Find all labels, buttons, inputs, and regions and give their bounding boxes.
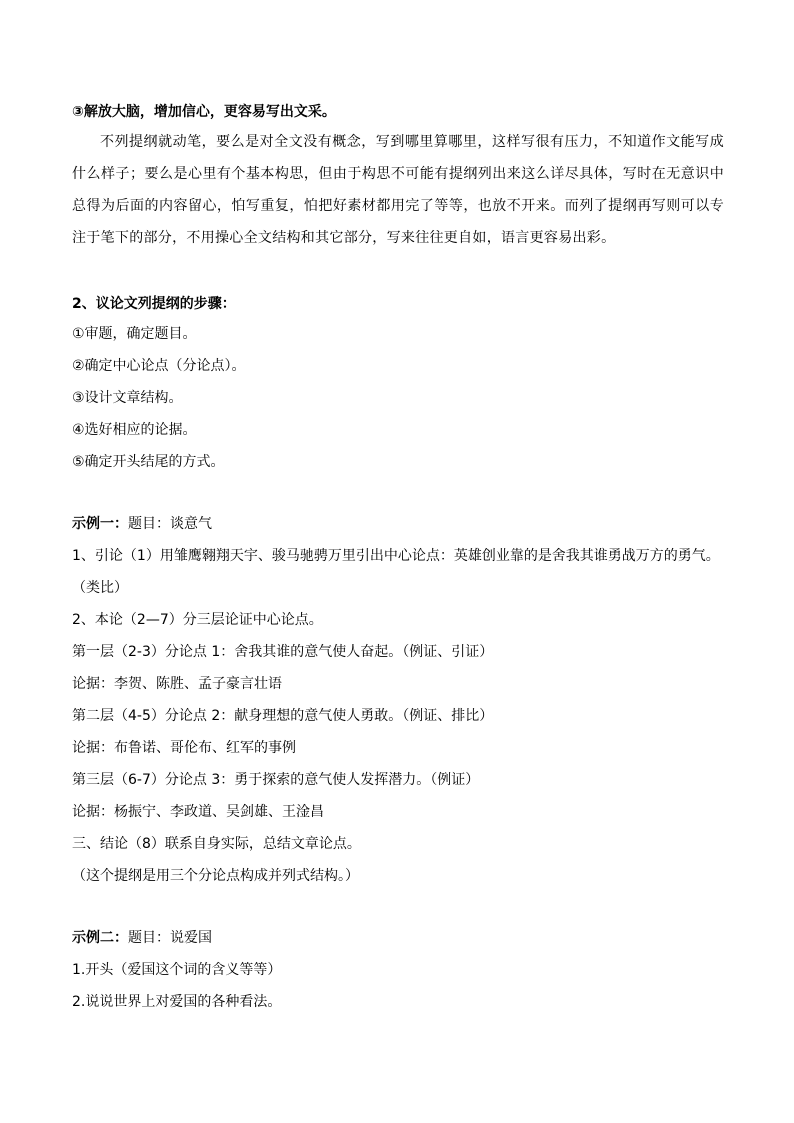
step-item: ①审题，确定题目。 <box>72 326 197 342</box>
example2-line: 2.说说世界上对爱国的各种看法。 <box>72 994 282 1010</box>
example1-line: 1、引论（1）用雏鹰翱翔天宇、骏马驰骋万里引出中心论点：英雄创业靠的是舍我其谁勇战万方的勇气。 <box>72 548 720 564</box>
example1-line: 论据：布鲁诺、哥伦布、红军的事例 <box>72 740 296 756</box>
section1-heading: ③解放大脑，增加信心，更容易写出文采。 <box>72 104 336 120</box>
example2-title: 题目：说爱国 <box>128 930 212 946</box>
step-item: ④选好相应的论据。 <box>72 422 197 438</box>
step-item: ②确定中心论点（分论点）。 <box>72 358 246 374</box>
example1-line: 第二层（4-5）分论点 2：献身理想的意气使人勇敢。（例证、排比） <box>72 708 494 724</box>
step-item: ⑤确定开头结尾的方式。 <box>72 454 225 470</box>
section1-paragraph: 不列提纲就动笔，要么是对全文没有概念，写到哪里算哪里，这样写很有压力，不知道作文能写成什么样子；要么是心里有个基本构思，但由于构思不可能有提纲列出来这么详尽具体，写时在无意识中总得为后面的内容留心，怕写重复，怕把好素材都用完了等等，也放不开来。而列了提纲再写则可以专注于笔下的部分，不用操心全文结构和其它部分，写来往往更自如，语言更容易出彩。 <box>72 134 724 246</box>
example1-line: 三、结论（8）联系自身实际，总结文章论点。 <box>72 836 361 852</box>
example1-line: 论据：杨振宁、李政道、吴剑雄、王淦昌 <box>72 804 324 820</box>
example2-label: 示例二： <box>72 930 128 946</box>
example1-line: （类比） <box>72 580 128 596</box>
example1-line: 论据：李贺、陈胜、孟子豪言壮语 <box>72 676 282 692</box>
example1-line: 第三层（6-7）分论点 3：勇于探索的意气使人发挥潜力。（例证） <box>72 772 480 788</box>
example1-title: 题目：谈意气 <box>128 516 212 532</box>
section2-heading: 2、议论文列提纲的步骤： <box>72 296 236 312</box>
example2-heading <box>72 928 212 948</box>
example1-heading <box>72 514 212 534</box>
step-item: ③设计文章结构。 <box>72 390 183 406</box>
example2-line: 1.开头（爱国这个词的含义等等） <box>72 962 282 978</box>
example1-line: 2、本论（2—7）分三层论证中心论点。 <box>72 612 323 628</box>
example1-label: 示例一： <box>72 516 128 532</box>
example1-line: 第一层（2-3）分论点 1：舍我其谁的意气使人奋起。（例证、引证） <box>72 644 494 660</box>
example1-line: （这个提纲是用三个分论点构成并列式结构。） <box>72 868 359 884</box>
